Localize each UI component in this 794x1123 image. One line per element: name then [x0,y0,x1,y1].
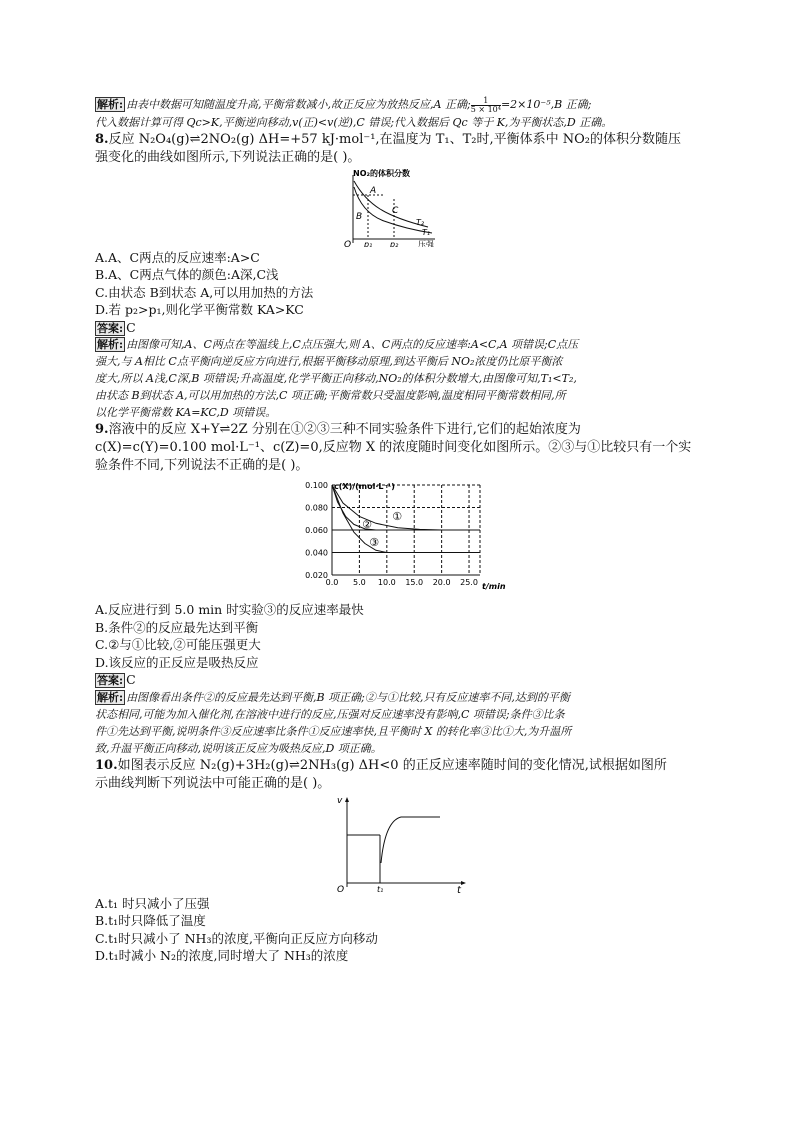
q8-label-T2: T₂ [416,217,425,227]
q8-chart [95,169,715,247]
q9-option-b[interactable]: B.条件②的反应最先达到平衡 [95,619,259,635]
q8-explanation-1: 解析: 由图像可知,A、C两点在等温线上,C点压强大,则 A、C两点的反应速率:A<C,A 项错误;C点压 [97,338,579,351]
q9-y-label: c(X)/(mol·L⁻¹) [334,482,395,491]
q9-x-tick-label: 0.0 [325,578,339,587]
q9-option-a[interactable]: A.反应进行到 5.0 min 时实验③的反应速率最快 [95,602,364,617]
q10-option-c[interactable]: C.t₁时只减小了 NH₃的浓度,平衡向正反应方向移动 [95,930,378,946]
prev-explanation-line-1: 解析: 由表中数据可知随温度升高,平衡常数减小,故正反应为放热反应,A 正确; $\frac{1}{\text{5 × 10⁴}}$ =2×10⁻⁵,B 正确; [97,95,592,114]
q9-x-tick-label: 5.0 [353,578,366,587]
q10-option-b[interactable]: B.t₁时只降低了温度 [95,913,206,928]
q10-stem-line-1: 10.如图表示反应 N₂(g)+3H₂(g)⇌2NH₃(g) ΔH<0 的正反应速率随时间的变化情况,试根据如图所 [95,757,667,773]
q8-explanation-3: 度大,所以 A浅,C深,B 项错误;升高温度,化学平衡正向移动,NO₂的体积分数增大,由图像可知,T₁<T₂, [95,372,577,385]
q10-x-arrow [461,881,466,885]
q9-y-tick-label: 0.080 [305,503,328,513]
q8-option-a[interactable]: A.A、C两点的反应速率:A>C [95,249,260,265]
q8-stem-line-1: 8.反应 N₂O₄(g)⇌2NO₂(g) ΔH=+57 kJ·mol⁻¹,在温度为 T₁、T₂时,平衡体系中 NO₂的体积分数随压 [95,131,681,147]
q9-stem-line-3: 验条件不同,下列说法不正确的是( )。 [95,458,309,473]
q8-tick-p1: p₁ [364,239,373,247]
q10-option-a[interactable]: A.t₁ 时只减小了压强 [95,895,210,911]
q9-y-tick-label: 0.060 [305,526,328,535]
q9-x-tick-label: 20.0 [432,578,451,587]
q8-option-d[interactable]: D.若 p₂>p₁,则化学平衡常数 KA>KC [95,302,304,317]
q8-option-b[interactable]: B.A、C两点气体的颜色:A深,C浅 [95,267,279,282]
q8-explanation-5: 以化学平衡常数 KA=KC,D 项错误。 [95,406,277,419]
q8-point-B: B [356,211,363,222]
q8-explanation-4: 由状态 B到状态 A,可以用加热的方法,C 项正确;平衡常数只受温度影响,温度相同平衡常数相同,所 [95,389,566,402]
q9-y-tick-label: 0.020 [305,571,328,580]
q9-chart [95,477,715,599]
q10-tick-t1: t₁ [377,884,384,893]
q10-y-label: v [337,795,343,806]
q9-figure [95,477,715,599]
q8-point-C: C [392,205,399,216]
q9-explanation-1: 解析: 由图像看出条件②的反应最先达到平衡,B 项正确;②与①比较,只有反应速率不同,达到的平衡 [97,690,570,704]
q8-origin: O [344,239,352,247]
q9-y-tick-label: 0.100 [305,481,328,490]
q10-y-arrow [345,797,349,802]
q10-rate-after [381,817,440,863]
q9-explanation-2: 状态相同,可能为加入催化剂,在溶液中进行的反应,压强对反应速率没有影响,C 项错误;条件③比条 [95,707,565,721]
q9-series-3-label: ③ [369,535,380,549]
q10-origin: O [337,884,345,893]
q8-figure [95,169,715,247]
q9-stem-line-1: 9.溶液中的反应 X+Y⇌2Z 分别在①②③三种不同实验条件下进行,它们的起始浓度为 [95,422,581,437]
q9-y-tick-label: 0.040 [305,548,328,558]
q10-x-label: t [457,884,461,893]
q8-point-A: A [370,185,377,196]
q9-series-2-label: ② [362,517,373,531]
q9-option-d[interactable]: D.该反应的正反应是吸热反应 [95,654,259,670]
q8-explanation-2: 强大,与 A相比 C点平衡向逆反应方向进行,根据平衡移动原理,到达平衡后 NO₂浓度仍比原平衡浓 [95,355,563,368]
q8-option-c[interactable]: C.由状态 B到状态 A,可以用加热的方法 [95,284,314,300]
q10-option-d[interactable]: D.t₁时减小 N₂的浓度,同时增大了 NH₃的浓度 [95,948,349,963]
q9-option-c[interactable]: C.②与①比较,②可能压强更大 [95,637,261,652]
q9-explanation-3: 件①先达到平衡,说明条件③反应速率比条件①反应速率快,且平衡时 X 的转化率③比①大,为升温所 [95,724,572,738]
q10-stem-line-2: 示曲线判断下列说法中可能正确的是( )。 [95,775,331,791]
q10-figure [95,795,715,893]
q9-x-label: t/min [482,582,506,591]
q8-y-label: NO₂的体积分数 [353,168,410,178]
q8-answer: 答案: C [97,319,136,335]
q9-x-tick-label: 10.0 [377,578,396,587]
fraction: $\frac{1}{\text{5 × 10⁴}}$ [470,95,501,114]
q9-stem-line-2: c(X)=c(Y)=0.100 mol·L⁻¹、c(Z)=0,反应物 X 的浓度随时间变化如图所示。②③与①比较只有一个实 [95,440,692,455]
q8-stem-line-2: 强变化的曲线如图所示,下列说法正确的是( )。 [95,149,361,165]
document-content [95,96,715,965]
q8-tick-p2: p₂ [390,239,399,247]
q8-x-label: 压强 [418,239,434,247]
q9-series-1-label: ① [392,509,403,523]
explanation-tag: 解析: [97,98,124,111]
q9-answer: 答案: C [97,672,136,687]
prev-explanation-line-2: 代入数据计算可得 Qc>K,平衡逆向移动,v(正)<v(逆),C 错误;代入数据后 Qc 等于 K,为平衡状态,D 正确。 [95,115,613,129]
q8-label-T1: T₁ [422,227,431,237]
q10-chart [95,795,715,893]
q9-x-tick-label: 25.0 [460,578,478,587]
q9-x-tick-label: 15.0 [405,578,424,587]
q9-explanation-4: 致,升温平衡正向移动,说明该正反应为吸热反应,D 项正确。 [95,741,382,755]
